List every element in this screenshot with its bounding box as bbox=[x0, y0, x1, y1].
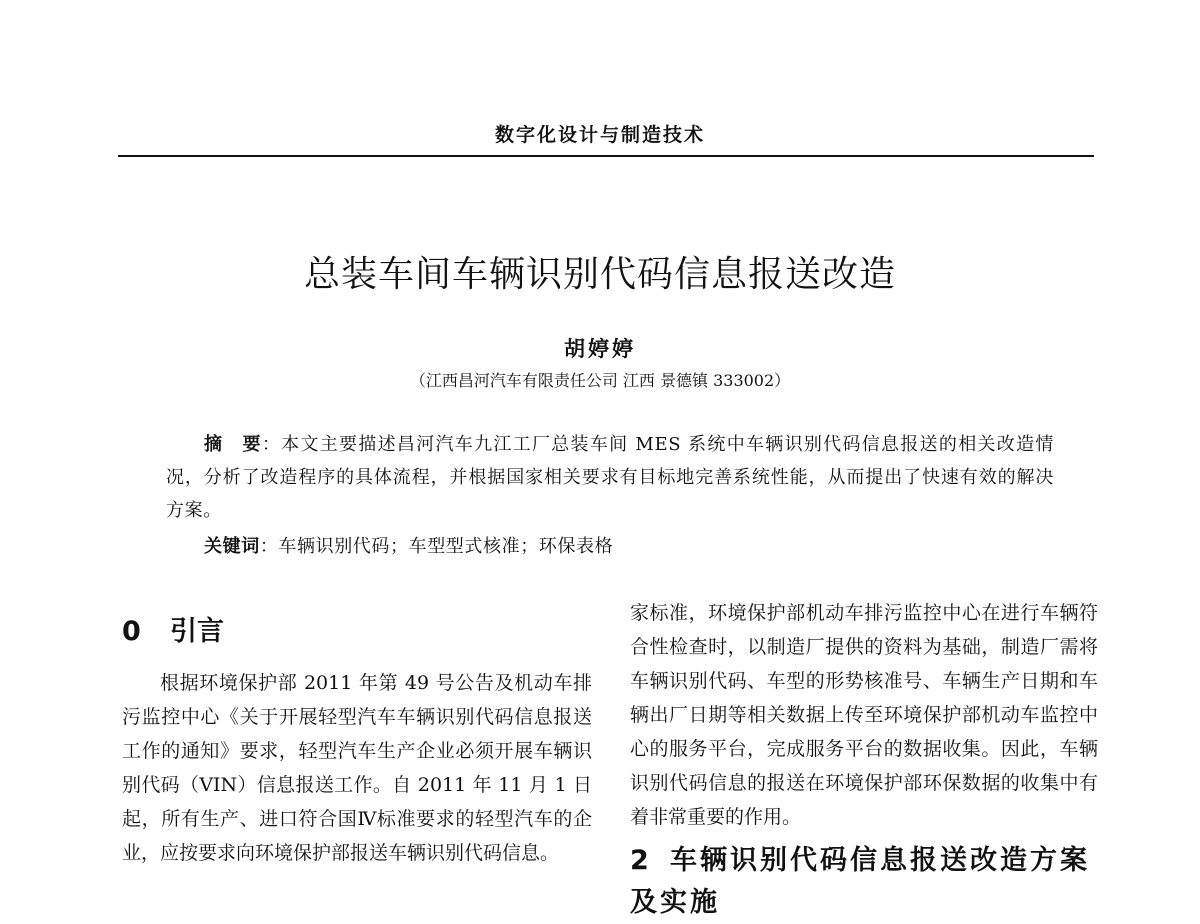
section-0-title: 引言 bbox=[170, 616, 224, 647]
section-0-paragraph: 根据环境保护部 2011 年第 49 号公告及机动车排污监控中心《关于开展轻型汽车车辆识别代码信息报送工作的通知》要求，轻型汽车生产企业必须开展车辆识别代码（VIN）信息报送工作。自 2011 年 11 月 1 日起，所有生产、进口符合国Ⅳ标准要求的轻型汽车的企业，应按要求向环境保护部报送车辆识别代码信息。 bbox=[122, 672, 592, 864]
section-2-number: 2 bbox=[630, 845, 652, 876]
left-column bbox=[122, 612, 592, 870]
keywords bbox=[204, 532, 613, 562]
right-column bbox=[630, 596, 1098, 924]
abstract-text: ：本文主要描述昌河汽车九江工厂总装车间 MES 系统中车辆识别代码信息报送的相关改造情况，分析了改造程序的具体流程，并根据国家相关要求有目标地完善系统性能，从而提出了快速有效的解决方案。 bbox=[166, 434, 1054, 521]
section-0-heading bbox=[122, 612, 592, 652]
article-title: 总装车间车辆识别代码信息报送改造 bbox=[303, 254, 896, 295]
header-rule bbox=[118, 155, 1094, 157]
author-name: 胡婷婷 bbox=[564, 336, 636, 361]
running-header: 数字化设计与制造技术 bbox=[494, 124, 705, 146]
section-2-title: 车辆识别代码信息报送改造方案及实施 bbox=[630, 845, 1090, 918]
section-0-number: 0 bbox=[122, 616, 141, 647]
keywords-label: 关键词 bbox=[204, 536, 260, 557]
abstract bbox=[166, 428, 1054, 527]
keywords-text: ：车辆识别代码；车型型式核准；环保表格 bbox=[259, 536, 614, 557]
abstract-label: 摘 要 bbox=[204, 434, 262, 455]
section-2-heading bbox=[630, 840, 1098, 924]
right-column-paragraph: 家标准，环境保护部机动车排污监控中心在进行车辆符合性检查时，以制造厂提供的资料为基础，制造厂需将车辆识别代码、车型的形势核准号、车辆生产日期和车辆出厂日期等相关数据上传至环境保护部机动车监控中心的服务平台，完成服务平台的数据收集。因此，车辆识别代码信息的报送在环境保护部环保数据的收集中有着非常重要的作用。 bbox=[630, 602, 1098, 828]
author-affiliation: （江西昌河汽车有限责任公司 江西 景德镇 333002） bbox=[409, 371, 791, 390]
